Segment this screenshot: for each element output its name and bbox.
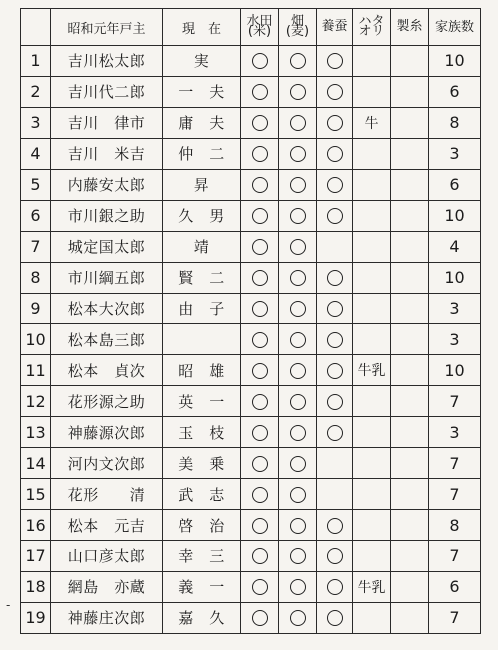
row-number: 5 (21, 169, 51, 200)
circle-mark-icon (327, 518, 343, 534)
circle-mark-icon (252, 394, 268, 410)
field-mark-cell (279, 417, 317, 448)
table-row (21, 541, 481, 572)
header-family: 家族数 (429, 9, 481, 46)
current-householder: 英 一 (163, 386, 241, 417)
family-count: 3 (429, 138, 481, 169)
spinning-cell (391, 355, 429, 386)
paddy-mark-cell (241, 324, 279, 355)
circle-mark-icon (290, 579, 306, 595)
circle-mark-icon (290, 301, 306, 317)
spinning-cell (391, 76, 429, 107)
householder-name: 河内文次郎 (51, 448, 163, 479)
table-row (21, 355, 481, 386)
row-number: 15 (21, 479, 51, 510)
circle-mark-icon (252, 548, 268, 564)
family-count: 3 (429, 293, 481, 324)
row-number: 11 (21, 355, 51, 386)
paddy-mark-cell (241, 571, 279, 602)
circle-mark-icon (327, 579, 343, 595)
spinning-cell (391, 479, 429, 510)
row-number: 7 (21, 231, 51, 262)
silk-mark-cell (317, 231, 353, 262)
hatori-cell (353, 169, 391, 200)
silk-mark-cell (317, 138, 353, 169)
table-body (21, 46, 481, 634)
table-row (21, 107, 481, 138)
current-householder: 武 志 (163, 479, 241, 510)
circle-mark-icon (252, 363, 268, 379)
householder-name: 神藤源次郎 (51, 417, 163, 448)
margin-mark: - (6, 598, 11, 612)
silk-mark-cell (317, 262, 353, 293)
table-row (21, 138, 481, 169)
silk-mark-cell (317, 107, 353, 138)
circle-mark-icon (290, 146, 306, 162)
hatori-cell: 牛乳 (353, 571, 391, 602)
table-row (21, 293, 481, 324)
circle-mark-icon (252, 177, 268, 193)
table-row (21, 324, 481, 355)
table-row (21, 200, 481, 231)
circle-mark-icon (252, 270, 268, 286)
table-row (21, 602, 481, 633)
family-count: 7 (429, 386, 481, 417)
table-row (21, 448, 481, 479)
current-householder (163, 324, 241, 355)
row-number: 16 (21, 510, 51, 541)
circle-mark-icon (290, 208, 306, 224)
silk-mark-cell (317, 417, 353, 448)
circle-mark-icon (290, 53, 306, 69)
paddy-mark-cell (241, 479, 279, 510)
header-hatori-text: ハタ オリ (358, 14, 385, 39)
circle-mark-icon (290, 84, 306, 100)
circle-mark-icon (252, 425, 268, 441)
family-count: 10 (429, 262, 481, 293)
circle-mark-icon (327, 208, 343, 224)
householder-name: 内藤安太郎 (51, 169, 163, 200)
circle-mark-icon (327, 548, 343, 564)
spinning-cell (391, 293, 429, 324)
householder-name: 花形 清 (51, 479, 163, 510)
paddy-mark-cell (241, 107, 279, 138)
householder-name: 城定国太郎 (51, 231, 163, 262)
header-silkworm: 養蚕 (317, 9, 353, 46)
header-spinning: 製糸 (391, 9, 429, 46)
field-mark-cell (279, 231, 317, 262)
paddy-mark-cell (241, 386, 279, 417)
family-count: 10 (429, 46, 481, 77)
circle-mark-icon (290, 487, 306, 503)
hatori-cell (353, 510, 391, 541)
family-count: 8 (429, 107, 481, 138)
header-row (21, 9, 481, 46)
paddy-mark-cell (241, 46, 279, 77)
circle-mark-icon (327, 610, 343, 626)
header-current: 現 在 (163, 9, 241, 46)
circle-mark-icon (252, 301, 268, 317)
spinning-cell (391, 231, 429, 262)
spinning-cell (391, 541, 429, 572)
family-count: 10 (429, 200, 481, 231)
householder-name: 花形源之助 (51, 386, 163, 417)
current-householder: 玉 枝 (163, 417, 241, 448)
field-mark-cell (279, 571, 317, 602)
field-mark-cell (279, 138, 317, 169)
row-number: 17 (21, 541, 51, 572)
table-row (21, 231, 481, 262)
circle-mark-icon (252, 610, 268, 626)
spinning-cell (391, 262, 429, 293)
field-mark-cell (279, 169, 317, 200)
header-number (21, 9, 51, 46)
paddy-mark-cell (241, 262, 279, 293)
hatori-cell (353, 262, 391, 293)
circle-mark-icon (327, 146, 343, 162)
silk-mark-cell (317, 355, 353, 386)
table-row (21, 46, 481, 77)
row-number: 9 (21, 293, 51, 324)
row-number: 8 (21, 262, 51, 293)
spinning-cell (391, 138, 429, 169)
householder-name: 松本 貞次 (51, 355, 163, 386)
header-householder: 昭和元年戸主 (51, 9, 163, 46)
current-householder: 昭 雄 (163, 355, 241, 386)
field-mark-cell (279, 293, 317, 324)
silk-mark-cell (317, 541, 353, 572)
field-mark-cell (279, 262, 317, 293)
field-mark-cell (279, 602, 317, 633)
paddy-mark-cell (241, 138, 279, 169)
current-householder: 賢 二 (163, 262, 241, 293)
circle-mark-icon (252, 208, 268, 224)
spinning-cell (391, 169, 429, 200)
householder-name: 吉川 律市 (51, 107, 163, 138)
field-mark-cell (279, 324, 317, 355)
field-mark-cell (279, 46, 317, 77)
circle-mark-icon (327, 115, 343, 131)
row-number: 3 (21, 107, 51, 138)
header-paddy (241, 9, 279, 46)
table-row (21, 386, 481, 417)
circle-mark-icon (252, 456, 268, 472)
paddy-mark-cell (241, 293, 279, 324)
hatori-cell (353, 417, 391, 448)
field-mark-cell (279, 76, 317, 107)
silk-mark-cell (317, 448, 353, 479)
header-paddy-text: 水田 (米) (246, 14, 273, 39)
row-number: 14 (21, 448, 51, 479)
paddy-mark-cell (241, 417, 279, 448)
table-row (21, 510, 481, 541)
circle-mark-icon (252, 115, 268, 131)
family-count: 7 (429, 448, 481, 479)
circle-mark-icon (290, 518, 306, 534)
circle-mark-icon (252, 146, 268, 162)
family-count: 3 (429, 324, 481, 355)
family-count: 6 (429, 571, 481, 602)
family-count: 8 (429, 510, 481, 541)
circle-mark-icon (252, 332, 268, 348)
householder-name: 市川銀之助 (51, 200, 163, 231)
hatori-cell (353, 448, 391, 479)
hatori-cell (353, 46, 391, 77)
hatori-cell (353, 200, 391, 231)
table-row (21, 571, 481, 602)
circle-mark-icon (327, 425, 343, 441)
householder-name: 吉川 米吉 (51, 138, 163, 169)
silk-mark-cell (317, 571, 353, 602)
current-householder: 由 子 (163, 293, 241, 324)
hatori-cell (353, 602, 391, 633)
spinning-cell (391, 200, 429, 231)
spinning-cell (391, 46, 429, 77)
paddy-mark-cell (241, 200, 279, 231)
family-count: 3 (429, 417, 481, 448)
hatori-cell (353, 541, 391, 572)
circle-mark-icon (290, 610, 306, 626)
family-count: 10 (429, 355, 481, 386)
row-number: 19 (21, 602, 51, 633)
hatori-cell (353, 76, 391, 107)
householder-name: 松本島三郎 (51, 324, 163, 355)
row-number: 6 (21, 200, 51, 231)
circle-mark-icon (252, 487, 268, 503)
spinning-cell (391, 107, 429, 138)
current-householder: 美 乗 (163, 448, 241, 479)
field-mark-cell (279, 541, 317, 572)
paddy-mark-cell (241, 169, 279, 200)
current-householder: 一 夫 (163, 76, 241, 107)
paddy-mark-cell (241, 541, 279, 572)
spinning-cell (391, 324, 429, 355)
field-mark-cell (279, 479, 317, 510)
householder-name: 神藤庄次郎 (51, 602, 163, 633)
circle-mark-icon (252, 579, 268, 595)
row-number: 12 (21, 386, 51, 417)
circle-mark-icon (290, 239, 306, 255)
spinning-cell (391, 602, 429, 633)
field-mark-cell (279, 107, 317, 138)
paddy-mark-cell (241, 76, 279, 107)
header-field (279, 9, 317, 46)
silk-mark-cell (317, 324, 353, 355)
circle-mark-icon (327, 53, 343, 69)
circle-mark-icon (327, 177, 343, 193)
silk-mark-cell (317, 46, 353, 77)
row-number: 1 (21, 46, 51, 77)
hatori-cell: 牛 (353, 107, 391, 138)
householder-name: 吉川松太郎 (51, 46, 163, 77)
hatori-cell: 牛乳 (353, 355, 391, 386)
row-number: 2 (21, 76, 51, 107)
row-number: 13 (21, 417, 51, 448)
circle-mark-icon (290, 270, 306, 286)
current-householder: 幸 三 (163, 541, 241, 572)
table-row (21, 76, 481, 107)
family-count: 7 (429, 602, 481, 633)
householder-name: 市川綱五郎 (51, 262, 163, 293)
current-householder: 仲 二 (163, 138, 241, 169)
hatori-cell (353, 138, 391, 169)
circle-mark-icon (290, 177, 306, 193)
current-householder: 靖 (163, 231, 241, 262)
circle-mark-icon (290, 363, 306, 379)
circle-mark-icon (327, 301, 343, 317)
current-householder: 庸 夫 (163, 107, 241, 138)
field-mark-cell (279, 510, 317, 541)
circle-mark-icon (290, 394, 306, 410)
silk-mark-cell (317, 479, 353, 510)
silk-mark-cell (317, 602, 353, 633)
table-row (21, 417, 481, 448)
header-field-text: 畑 (麦) (285, 14, 310, 39)
row-number: 10 (21, 324, 51, 355)
householder-name: 吉川代二郎 (51, 76, 163, 107)
table-row (21, 169, 481, 200)
spinning-cell (391, 571, 429, 602)
household-table (20, 8, 481, 634)
field-mark-cell (279, 200, 317, 231)
current-householder: 啓 治 (163, 510, 241, 541)
family-count: 4 (429, 231, 481, 262)
silk-mark-cell (317, 76, 353, 107)
circle-mark-icon (252, 84, 268, 100)
hatori-cell (353, 324, 391, 355)
silk-mark-cell (317, 386, 353, 417)
family-count: 6 (429, 169, 481, 200)
row-number: 18 (21, 571, 51, 602)
householder-name: 山口彦太郎 (51, 541, 163, 572)
circle-mark-icon (327, 394, 343, 410)
current-householder: 実 (163, 46, 241, 77)
current-householder: 昇 (163, 169, 241, 200)
field-mark-cell (279, 355, 317, 386)
hatori-cell (353, 293, 391, 324)
circle-mark-icon (327, 363, 343, 379)
circle-mark-icon (327, 270, 343, 286)
family-count: 7 (429, 541, 481, 572)
circle-mark-icon (252, 518, 268, 534)
paddy-mark-cell (241, 602, 279, 633)
circle-mark-icon (290, 115, 306, 131)
circle-mark-icon (327, 332, 343, 348)
circle-mark-icon (290, 456, 306, 472)
silk-mark-cell (317, 200, 353, 231)
householder-name: 松本 元吉 (51, 510, 163, 541)
hatori-cell (353, 231, 391, 262)
silk-mark-cell (317, 510, 353, 541)
paddy-mark-cell (241, 355, 279, 386)
current-householder: 嘉 久 (163, 602, 241, 633)
current-householder: 久 男 (163, 200, 241, 231)
hatori-cell (353, 386, 391, 417)
silk-mark-cell (317, 293, 353, 324)
current-householder: 義 一 (163, 571, 241, 602)
hatori-cell (353, 479, 391, 510)
family-count: 7 (429, 479, 481, 510)
paddy-mark-cell (241, 448, 279, 479)
spinning-cell (391, 417, 429, 448)
circle-mark-icon (327, 84, 343, 100)
table-row (21, 262, 481, 293)
circle-mark-icon (252, 239, 268, 255)
spinning-cell (391, 386, 429, 417)
paddy-mark-cell (241, 231, 279, 262)
silk-mark-cell (317, 169, 353, 200)
family-count: 6 (429, 76, 481, 107)
spinning-cell (391, 510, 429, 541)
paddy-mark-cell (241, 510, 279, 541)
field-mark-cell (279, 386, 317, 417)
row-number: 4 (21, 138, 51, 169)
field-mark-cell (279, 448, 317, 479)
circle-mark-icon (290, 332, 306, 348)
householder-name: 松本大次郎 (51, 293, 163, 324)
header-hatori (353, 9, 391, 46)
circle-mark-icon (252, 53, 268, 69)
spinning-cell (391, 448, 429, 479)
householder-name: 網島 亦蔵 (51, 571, 163, 602)
table-row (21, 479, 481, 510)
circle-mark-icon (290, 425, 306, 441)
circle-mark-icon (290, 548, 306, 564)
